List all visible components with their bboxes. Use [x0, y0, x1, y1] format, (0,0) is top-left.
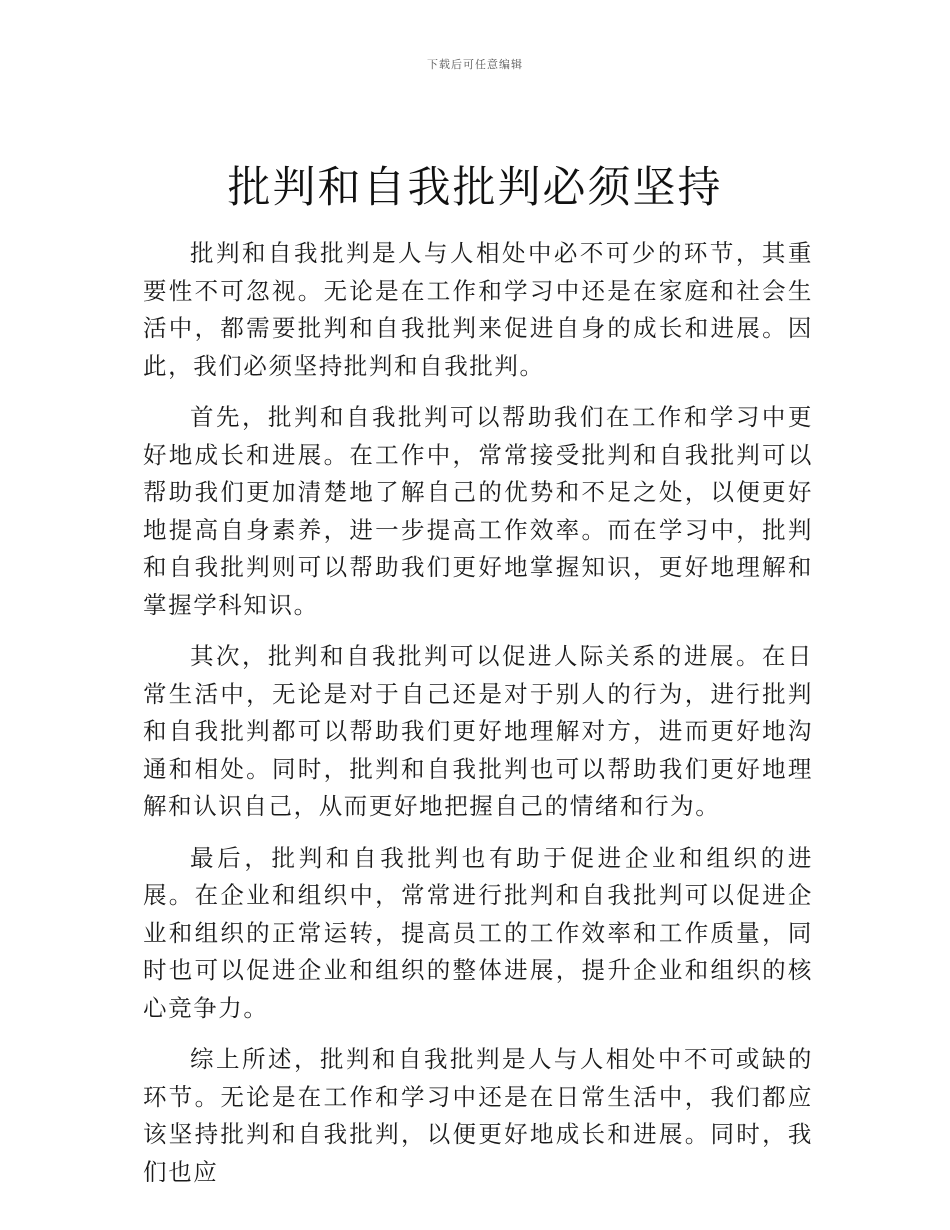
- paragraph-third: 最后，批判和自我批判也有助于促进企业和组织的进展。在企业和组织中，常常进行批判和自我批判可以促进企业和组织的正常运转，提高员工的工作效率和工作质量，同时也可以促进企业和组织的整体进展，提升企业和组织的核心竞争力。: [143, 843, 813, 1022]
- paragraph-intro: 批判和自我批判是人与人相处中必不可少的环节，其重要性不可忽视。无论是在工作和学习中还是在家庭和社会生活中，都需要批判和自我批判来促进自身的成长和进展。因此，我们必须坚持批判和自我批判。: [143, 239, 813, 380]
- document-title: 批判和自我批判必须坚持: [227, 163, 723, 213]
- paragraph-first: 首先，批判和自我批判可以帮助我们在工作和学习中更好地成长和进展。在工作中，常常接受批判和自我批判可以帮助我们更加清楚地了解自己的优势和不足之处，以便更好地提高自身素养，进一步提高工作效率。而在学习中，批判和自我批判则可以帮助我们更好地掌握知识，更好地理解和掌握学科知识。: [143, 403, 813, 619]
- paragraph-conclusion: 综上所述，批判和自我批判是人与人相处中不可或缺的环节。无论是在工作和学习中还是在日常生活中，我们都应该坚持批判和自我批判，以便更好地成长和进展。同时，我们也应: [143, 1045, 813, 1186]
- page-header-note: 下载后可任意编辑: [427, 58, 523, 71]
- paragraph-second: 其次，批判和自我批判可以促进人际关系的进展。在日常生活中，无论是对于自己还是对于别人的行为，进行批判和自我批判都可以帮助我们更好地理解对方，进而更好地沟通和相处。同时，批判和自我批判也可以帮助我们更好地理解和认识自己，从而更好地把握自己的情绪和行为。: [143, 642, 813, 820]
- document-body: [143, 235, 813, 1205]
